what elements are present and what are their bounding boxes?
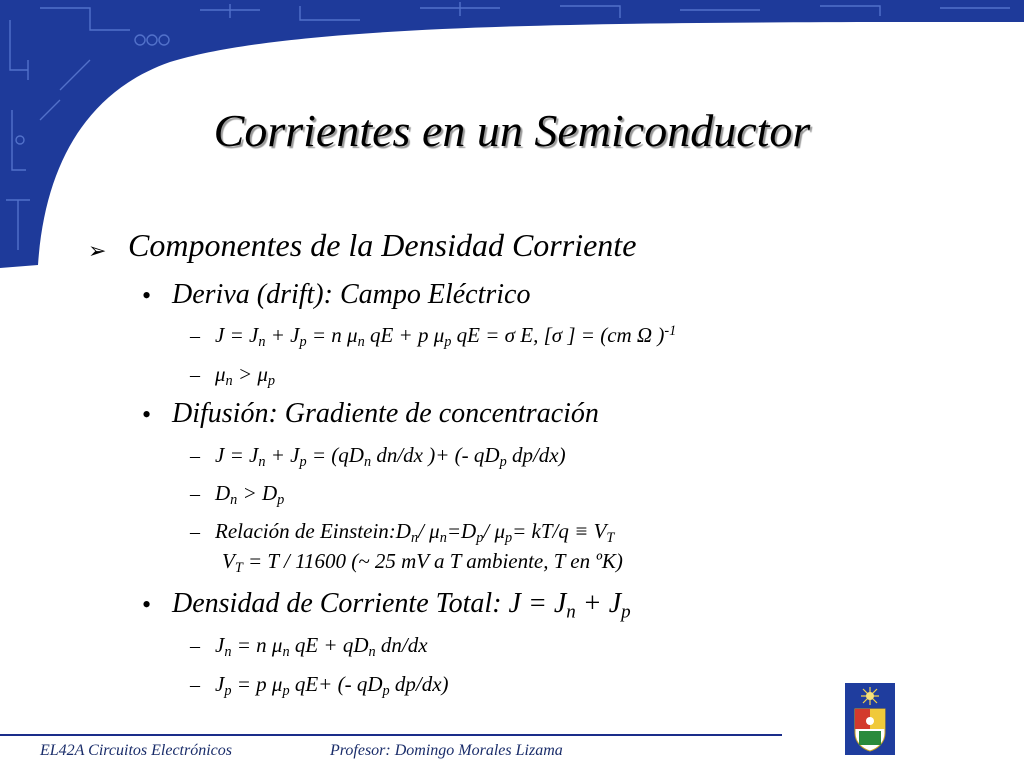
text-segment: qE + qD	[289, 633, 369, 657]
arrow-bullet-icon: ➢	[88, 238, 107, 263]
text-segment: =D	[446, 519, 477, 543]
text-segment: + J	[575, 588, 622, 619]
text-segment: J	[215, 633, 225, 657]
text-segment: Densidad de Corriente Total: J = J	[172, 588, 567, 619]
text-segment: = T / 11600 (~ 25 mV a T ambiente, T en ºK)	[242, 549, 623, 573]
subscript: n	[363, 453, 372, 470]
subscript: T	[606, 529, 615, 546]
subscript: n	[410, 529, 419, 546]
subscript: p	[299, 334, 307, 351]
text-segment: J	[215, 672, 225, 696]
text-segment: > μ	[232, 362, 268, 386]
subscript: p	[224, 682, 232, 699]
text-segment: dn/dx	[375, 633, 428, 657]
subscript: p	[299, 453, 307, 470]
text-segment: J = J	[215, 443, 259, 467]
subscript: n	[566, 601, 576, 623]
text-segment: = p μ	[231, 672, 283, 696]
thermal-voltage	[222, 549, 623, 577]
dash-icon: –	[190, 674, 200, 696]
university-logo	[845, 683, 895, 755]
text-segment: qE+ (- qD	[289, 672, 383, 696]
mobility-relation	[215, 362, 275, 390]
subscript: p	[499, 453, 507, 470]
text-segment: dp/dx)	[389, 672, 449, 696]
text-segment: > D	[237, 481, 278, 505]
diffusivity-relation	[215, 481, 284, 509]
subscript: n	[230, 491, 238, 508]
bullet-icon: •	[142, 281, 152, 310]
bullet-icon: •	[142, 400, 152, 429]
dash-icon: –	[190, 635, 200, 657]
text-segment: = (qD	[306, 443, 364, 467]
text-segment: = kT/q ≡ V	[512, 519, 607, 543]
subscript: n	[258, 453, 266, 470]
text-segment: = n μ	[306, 323, 358, 348]
dash-icon: –	[190, 445, 200, 467]
subscript: n	[225, 372, 233, 389]
text-segment: / μ	[483, 519, 505, 543]
diffusion-equation	[215, 443, 566, 471]
subscript: n	[224, 643, 232, 660]
text-segment: qE = σ E, [σ ] = (cm Ω )	[451, 323, 665, 348]
text-segment: + J	[265, 443, 300, 467]
text-segment: dn/dx )+ (- qD	[371, 443, 500, 467]
electron-current-equation	[215, 633, 428, 661]
dash-icon: –	[190, 364, 200, 386]
subscript: p	[621, 601, 631, 623]
text-segment: + J	[265, 323, 300, 348]
hole-current-equation	[215, 672, 449, 700]
diffusion-bullet: Difusión: Gradiente de concentración	[172, 398, 599, 429]
dash-icon: –	[190, 483, 200, 505]
text-segment: J = J	[215, 323, 259, 348]
subscript: n	[282, 643, 290, 660]
section-heading: Componentes de la Densidad Corriente	[128, 227, 637, 263]
subscript: T	[234, 559, 243, 576]
subscript: n	[368, 643, 376, 660]
superscript: -1	[664, 323, 677, 339]
bullet-icon: •	[142, 590, 152, 619]
text-segment: dp/dx)	[506, 443, 566, 467]
total-current-bullet	[172, 588, 631, 623]
footer-course: EL42A Circuitos Electrónicos	[40, 742, 232, 759]
subscript: p	[382, 682, 390, 699]
subscript: p	[277, 491, 285, 508]
slide-title: Corrientes en un Semiconductor	[213, 105, 811, 156]
subscript: p	[505, 529, 513, 546]
subscript: n	[357, 334, 365, 351]
text-segment: qE + p μ	[364, 323, 445, 348]
subscript: p	[476, 529, 484, 546]
subscript: n	[439, 529, 447, 546]
dash-icon: –	[190, 521, 200, 543]
text-segment: = n μ	[231, 633, 283, 657]
subscript: p	[444, 334, 452, 351]
footer-professor: Profesor: Domingo Morales Lizama	[330, 742, 563, 759]
subscript: p	[282, 682, 290, 699]
dash-icon: –	[190, 325, 200, 347]
text-segment: D	[215, 481, 231, 505]
einstein-relation	[215, 519, 614, 547]
text-segment: V	[222, 549, 235, 573]
subscript: n	[258, 334, 266, 351]
drift-bullet: Deriva (drift): Campo Eléctrico	[172, 279, 531, 310]
drift-equation	[215, 323, 676, 351]
text-segment: / μ	[418, 519, 440, 543]
footer-divider	[0, 734, 782, 736]
text-segment: μ	[215, 362, 226, 386]
text-segment: Relación de Einstein:D	[215, 519, 411, 543]
subscript: p	[267, 372, 276, 389]
